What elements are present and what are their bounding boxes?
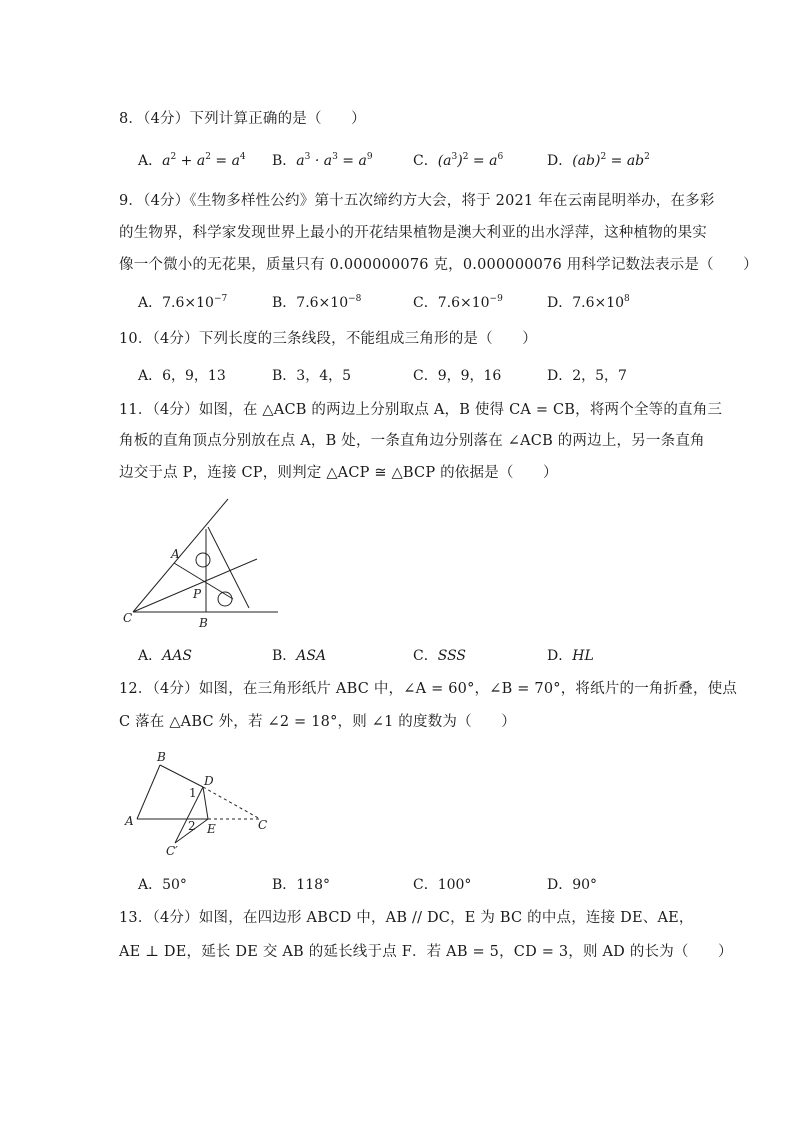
q11-ray-ca	[133, 499, 228, 612]
q13-line-1: 13．（4分）如图，在四边形 ABCD 中，AB // DC，E 为 BC 的中点，连接 DE、AE，	[119, 910, 694, 926]
q12-option-d: D．90°	[547, 877, 598, 893]
q12-label-c: C	[258, 818, 268, 832]
q12-fold-de	[203, 787, 208, 819]
q11-line-3: 边交于点 P，连接 CP，则判定 △ACP ≅ △BCP 的依据是（ ）	[119, 465, 558, 481]
q10-option-d: D．2，5，7	[547, 368, 627, 384]
q11-option-d: D．HL	[547, 648, 594, 664]
q12-label-d: D	[204, 774, 214, 788]
q12-figure	[120, 745, 280, 860]
q11-label-b: B	[199, 616, 208, 630]
q9-line-3: 像一个微小的无花果，质量只有 0.000000076 克，0.000000076 用科学记数法表示是（ ）	[119, 257, 758, 273]
q11-label-c: C	[123, 611, 133, 625]
q9-line-1: 9．（4分）《生物多样性公约》第十五次缔约方大会，将于 2021 年在云南昆明举办，在多彩	[119, 193, 715, 209]
q12-label-c-prime: C′	[166, 844, 178, 858]
q12-option-a: A．50°	[138, 877, 187, 893]
q11-leg-a	[174, 563, 233, 599]
q9-option-b: B．$7.6\times 10^{-8}$	[272, 294, 362, 311]
q11-label-p: P	[193, 587, 202, 601]
q8-option-d: D．$(ab)^2 = ab^2$	[547, 152, 650, 169]
q11-label-a: A	[171, 547, 180, 561]
q12-label-b: B	[157, 750, 166, 764]
q11-line-2: 角板的直角顶点分别放在点 A，B 处，一条直角边分别落在 ∠ACB 的两边上，另一条直角	[119, 433, 705, 449]
q12-label-a: A	[125, 814, 134, 828]
q10-option-b: B．3，4，5	[272, 368, 352, 384]
q12-label-angle-1: 1	[189, 786, 197, 800]
q11-segment-cp	[133, 559, 257, 612]
q8-stem: 8．（4分）下列计算正确的是（ ）	[119, 111, 366, 127]
q11-line-1: 11．（4分）如图，在 △ACB 的两边上分别取点 A，B 使得 CA = CB，将两个全等的直角三	[119, 402, 723, 418]
q10-option-a: A．6，9，13	[138, 368, 226, 384]
q8-option-b: B．$a^3 \cdot a^3 = a^9$	[272, 152, 373, 169]
q10-option-c: C．9，9，16	[413, 368, 502, 384]
q12-option-b: B．118°	[272, 877, 331, 893]
q11-figure	[115, 495, 290, 630]
q12-label-angle-2: 2	[188, 819, 196, 833]
q12-side-bd	[160, 765, 203, 787]
q9-option-d: D．$7.6\times 10^8$	[547, 294, 630, 311]
q12-line-2: C 落在 △ABC 外，若 ∠2 = 18°，则 ∠1 的度数为（ ）	[119, 714, 516, 730]
q13-line-2: AE ⊥ DE，延长 DE 交 AB 的延长线于点 F．若 AB = 5，CD = 3，则 AD 的长为（ ）	[119, 944, 733, 960]
q9-option-a: A．$7.6\times 10^{-7}$	[138, 294, 228, 311]
q11-option-a: A．AAS	[138, 648, 192, 664]
q8-option-a: A．$a^2 + a^2 = a^4$	[138, 152, 246, 169]
q12-line-1: 12．（4分）如图，在三角形纸片 ABC 中，∠A = 60°，∠B = 70°，将纸片的一角折叠，使点	[119, 681, 738, 697]
q12-label-e: E	[207, 822, 216, 836]
q12-option-c: C．100°	[413, 877, 472, 893]
q12-dashed-dc	[203, 787, 260, 819]
q8-option-c: C．$(a^3)^2 = a^6$	[413, 152, 504, 169]
q10-stem: 10．（4分）下列长度的三条线段，不能组成三角形的是（ ）	[119, 331, 537, 347]
q12-side-ab	[137, 765, 160, 819]
q9-option-c: C．$7.6\times 10^{-9}$	[413, 294, 503, 311]
q11-option-b: B．ASA	[272, 648, 327, 664]
q9-line-2: 的生物界，科学家发现世界上最小的开花结果植物是澳大利亚的出水浮萍，这种植物的果实	[119, 225, 707, 241]
q11-option-c: C．SSS	[413, 648, 466, 664]
q11-circle-a	[196, 553, 210, 567]
